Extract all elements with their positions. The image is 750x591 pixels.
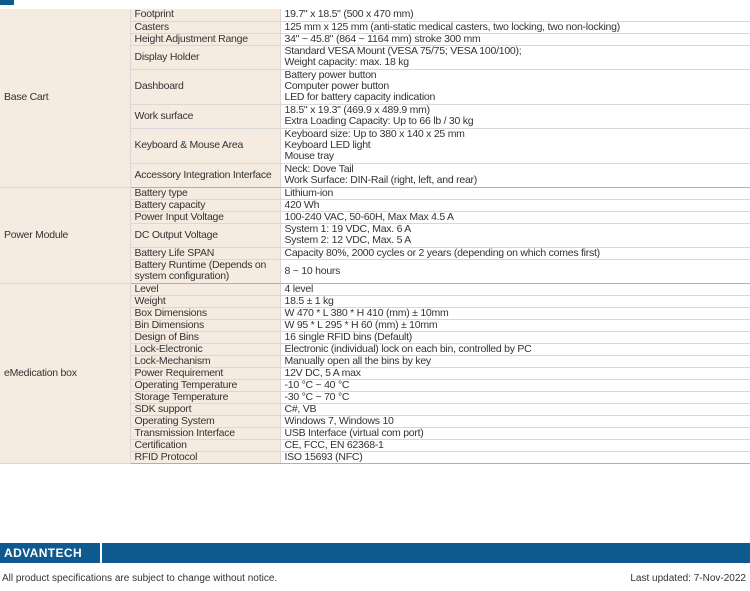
spec-label (130, 427, 280, 439)
spec-value-line: 4 level (284, 282, 314, 295)
spec-label-line: Design of Bins (134, 330, 199, 343)
spec-value (280, 367, 750, 379)
spec-value (280, 415, 750, 427)
spec-label-line: Power Requirement (134, 366, 224, 379)
spec-value-line: Extra Loading Capacity: Up to 66 lb / 30 kg (284, 115, 474, 127)
spec-value (280, 307, 750, 319)
spec-label-line: DC Output Voltage (134, 228, 218, 241)
spec-label-line: Level (134, 282, 159, 295)
spec-label-line: Battery Life SPAN (134, 246, 215, 259)
spec-value-line: 34" ~ 45.8" (864 ~ 1164 mm) stroke 300 mm (284, 32, 481, 45)
spec-label-line: Footprint (134, 8, 174, 21)
spec-value-line: -30 °C ~ 70 °C (284, 390, 350, 403)
spec-value (280, 319, 750, 331)
spec-value-line: CE, FCC, EN 62368-1 (284, 438, 384, 451)
spec-value-line: 18.5" x 19.3" (469.9 x 489.9 mm) (284, 104, 430, 116)
spec-label (130, 223, 280, 247)
advantech-logo: ADVANTECH (0, 543, 99, 563)
spec-label-line: system configuration) (134, 270, 230, 282)
spec-value (280, 45, 750, 69)
spec-value (280, 128, 750, 163)
spec-value-line: ISO 15693 (NFC) (284, 450, 363, 463)
spec-label (130, 45, 280, 69)
spec-value-line: C#, VB (284, 402, 317, 415)
spec-value (280, 247, 750, 259)
spec-label-line: Dashboard (134, 80, 184, 92)
logo-divider (100, 543, 102, 563)
spec-value-line: Keyboard size: Up to 380 x 140 x 25 mm (284, 128, 465, 140)
spec-value-line: Electronic (individual) lock on each bin, controlled by PC (284, 342, 532, 355)
spec-label-line: Operating Temperature (134, 378, 238, 391)
spec-label (130, 403, 280, 415)
spec-value-line: Neck: Dove Tail (284, 163, 354, 175)
spec-label (130, 439, 280, 451)
spec-value (280, 391, 750, 403)
spec-value-line: -10 °C ~ 40 °C (284, 378, 350, 391)
spec-value (280, 331, 750, 343)
spec-label-line: Work surface (134, 109, 194, 122)
spec-value-line: Mouse tray (284, 150, 334, 162)
spec-value-line: 18.5 ± 1 kg (284, 294, 334, 307)
spec-value (280, 259, 750, 283)
spec-value (280, 211, 750, 223)
footer-bar (0, 543, 750, 563)
spec-value (280, 163, 750, 187)
spec-label (130, 69, 280, 104)
spec-value (280, 33, 750, 45)
spec-label (130, 199, 280, 211)
spec-value-line: Capacity 80%, 2000 cycles or 2 years (depending on which comes first) (284, 246, 600, 259)
spec-value-line: 12V DC, 5 A max (284, 366, 361, 379)
spec-label-line: SDK support (134, 402, 192, 415)
spec-value (280, 199, 750, 211)
spec-value-line: Computer power button (284, 80, 389, 92)
spec-label (130, 367, 280, 379)
spec-label-line: Bin Dimensions (134, 318, 204, 331)
spec-label (130, 247, 280, 259)
spec-value-line: System 2: 12 VDC, Max. 5 A (284, 234, 412, 246)
spec-label (130, 415, 280, 427)
spec-value-line: Lithium-ion (284, 186, 334, 199)
category-cell: Power Module (0, 187, 130, 283)
spec-label-line: Height Adjustment Range (134, 32, 248, 45)
last-updated-text: Last updated: 7-Nov-2022 (630, 573, 746, 584)
spec-label (130, 104, 280, 128)
spec-label (130, 307, 280, 319)
spec-label (130, 391, 280, 403)
spec-label (130, 211, 280, 223)
spec-value (280, 69, 750, 104)
spec-row (0, 187, 750, 199)
spec-label (130, 451, 280, 463)
spec-value-line: Standard VESA Mount (VESA 75/75; VESA 100/100); (284, 45, 522, 57)
spec-value-line: 16 single RFID bins (Default) (284, 330, 413, 343)
category-cell: Base Cart (0, 9, 130, 187)
spec-value-line: Manually open all the bins by key (284, 354, 431, 367)
spec-label-line: RFID Protocol (134, 450, 198, 463)
spec-label-line: Keyboard & Mouse Area (134, 139, 244, 151)
spec-label-line: Power Input Voltage (134, 210, 224, 223)
category-cell: eMedication box (0, 283, 130, 463)
spec-label-line: Casters (134, 20, 169, 33)
spec-label (130, 283, 280, 295)
spec-value (280, 295, 750, 307)
spec-value-line: Work Surface: DIN-Rail (right, left, and rear) (284, 174, 478, 186)
spec-row (0, 283, 750, 295)
spec-label-line: Box Dimensions (134, 306, 207, 319)
spec-label-line: Lock-Mechanism (134, 354, 211, 367)
disclaimer-text: All product specifications are subject to change without notice. (2, 573, 278, 584)
spec-value-line: Windows 7, Windows 10 (284, 414, 394, 427)
spec-value-line: 8 ~ 10 hours (284, 264, 341, 277)
spec-value (280, 439, 750, 451)
spec-label (130, 21, 280, 33)
spec-value (280, 343, 750, 355)
spec-value-line: System 1: 19 VDC, Max. 6 A (284, 223, 412, 235)
spec-label-line: Lock-Electronic (134, 342, 203, 355)
spec-value-line: Keyboard LED light (284, 139, 371, 151)
spec-value (280, 379, 750, 391)
spec-value-line: LED for battery capacity indication (284, 91, 436, 103)
spec-label-line: Operating System (134, 414, 215, 427)
spec-label (130, 355, 280, 367)
spec-row (0, 9, 750, 21)
spec-value-line: 420 Wh (284, 198, 320, 211)
spec-label (130, 379, 280, 391)
spec-label (130, 9, 280, 21)
spec-label-line: Battery type (134, 186, 188, 199)
spec-value (280, 283, 750, 295)
spec-label (130, 128, 280, 163)
spec-label-line: Battery Runtime (Depends on (134, 259, 267, 271)
spec-label (130, 343, 280, 355)
spec-label (130, 295, 280, 307)
spec-label (130, 331, 280, 343)
spec-label-line: Weight (134, 294, 166, 307)
spec-label-line: Certification (134, 438, 187, 451)
spec-value (280, 451, 750, 463)
spec-value-line: USB Interface (virtual com port) (284, 426, 424, 439)
spec-value (280, 223, 750, 247)
spec-label-line: Transmission Interface (134, 426, 235, 439)
spec-value (280, 9, 750, 21)
spec-label-line: Battery capacity (134, 198, 206, 211)
spec-label (130, 319, 280, 331)
spec-label (130, 33, 280, 45)
spec-label (130, 187, 280, 199)
header-accent-bar (0, 0, 14, 5)
spec-value-line: 100-240 VAC, 50-60H, Max Max 4.5 A (284, 210, 454, 223)
spec-label (130, 163, 280, 187)
spec-value (280, 104, 750, 128)
spec-value-line: W 95 * L 295 * H 60 (mm) ± 10mm (284, 318, 438, 331)
specifications-table (0, 9, 750, 464)
spec-value (280, 21, 750, 33)
spec-value (280, 403, 750, 415)
spec-label-line: Storage Temperature (134, 390, 229, 403)
spec-label (130, 259, 280, 283)
spec-value-line: Battery power button (284, 69, 377, 81)
spec-label-line: Accessory Integration Interface (134, 168, 272, 181)
spec-value (280, 355, 750, 367)
spec-value (280, 187, 750, 199)
spec-value-line: 125 mm x 125 mm (anti-static medical casters, two locking, two non-locking) (284, 20, 620, 33)
spec-value (280, 427, 750, 439)
spec-value-line: Weight capacity: max. 18 kg (284, 56, 409, 68)
spec-label-line: Display Holder (134, 50, 200, 63)
spec-value-line: 19.7" x 18.5" (500 x 470 mm) (284, 8, 414, 21)
spec-value-line: W 470 * L 380 * H 410 (mm) ± 10mm (284, 306, 449, 319)
